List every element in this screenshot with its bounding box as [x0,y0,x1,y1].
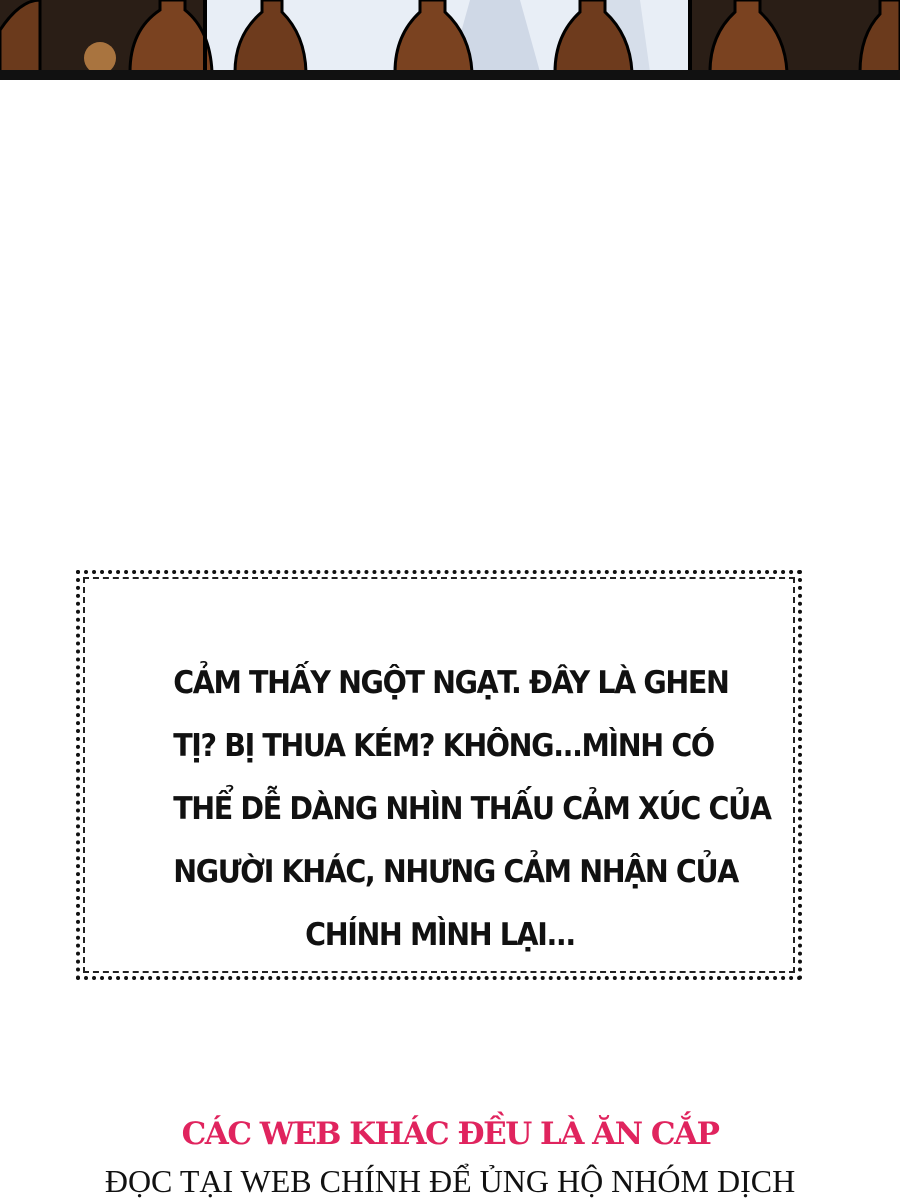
narration-line: THỂ DỄ DÀNG NHÌN THẤU CẢM XÚC CỦA [173,791,771,827]
anti-piracy-warning: CÁC WEB KHÁC ĐỀU LÀ ĂN CẮP [181,1116,719,1152]
support-message: ĐỌC TẠI WEB CHÍNH ĐỂ ỦNG HỘ NHÓM DỊCH [104,1163,796,1199]
narration-line: CẢM THẤY NGỘT NGẠT. ĐÂY LÀ GHEN [173,665,729,701]
narration-line: NGƯỜI KHÁC, NHƯNG CẢM NHẬN CỦA [173,854,738,890]
narration-line: CHÍNH MÌNH LẠI... [305,917,575,953]
narration-text [173,652,771,967]
comic-panel-top-illustration [0,0,900,80]
narration-line: TỊ? BỊ THUA KÉM? KHÔNG...MÌNH CÓ [173,728,714,764]
